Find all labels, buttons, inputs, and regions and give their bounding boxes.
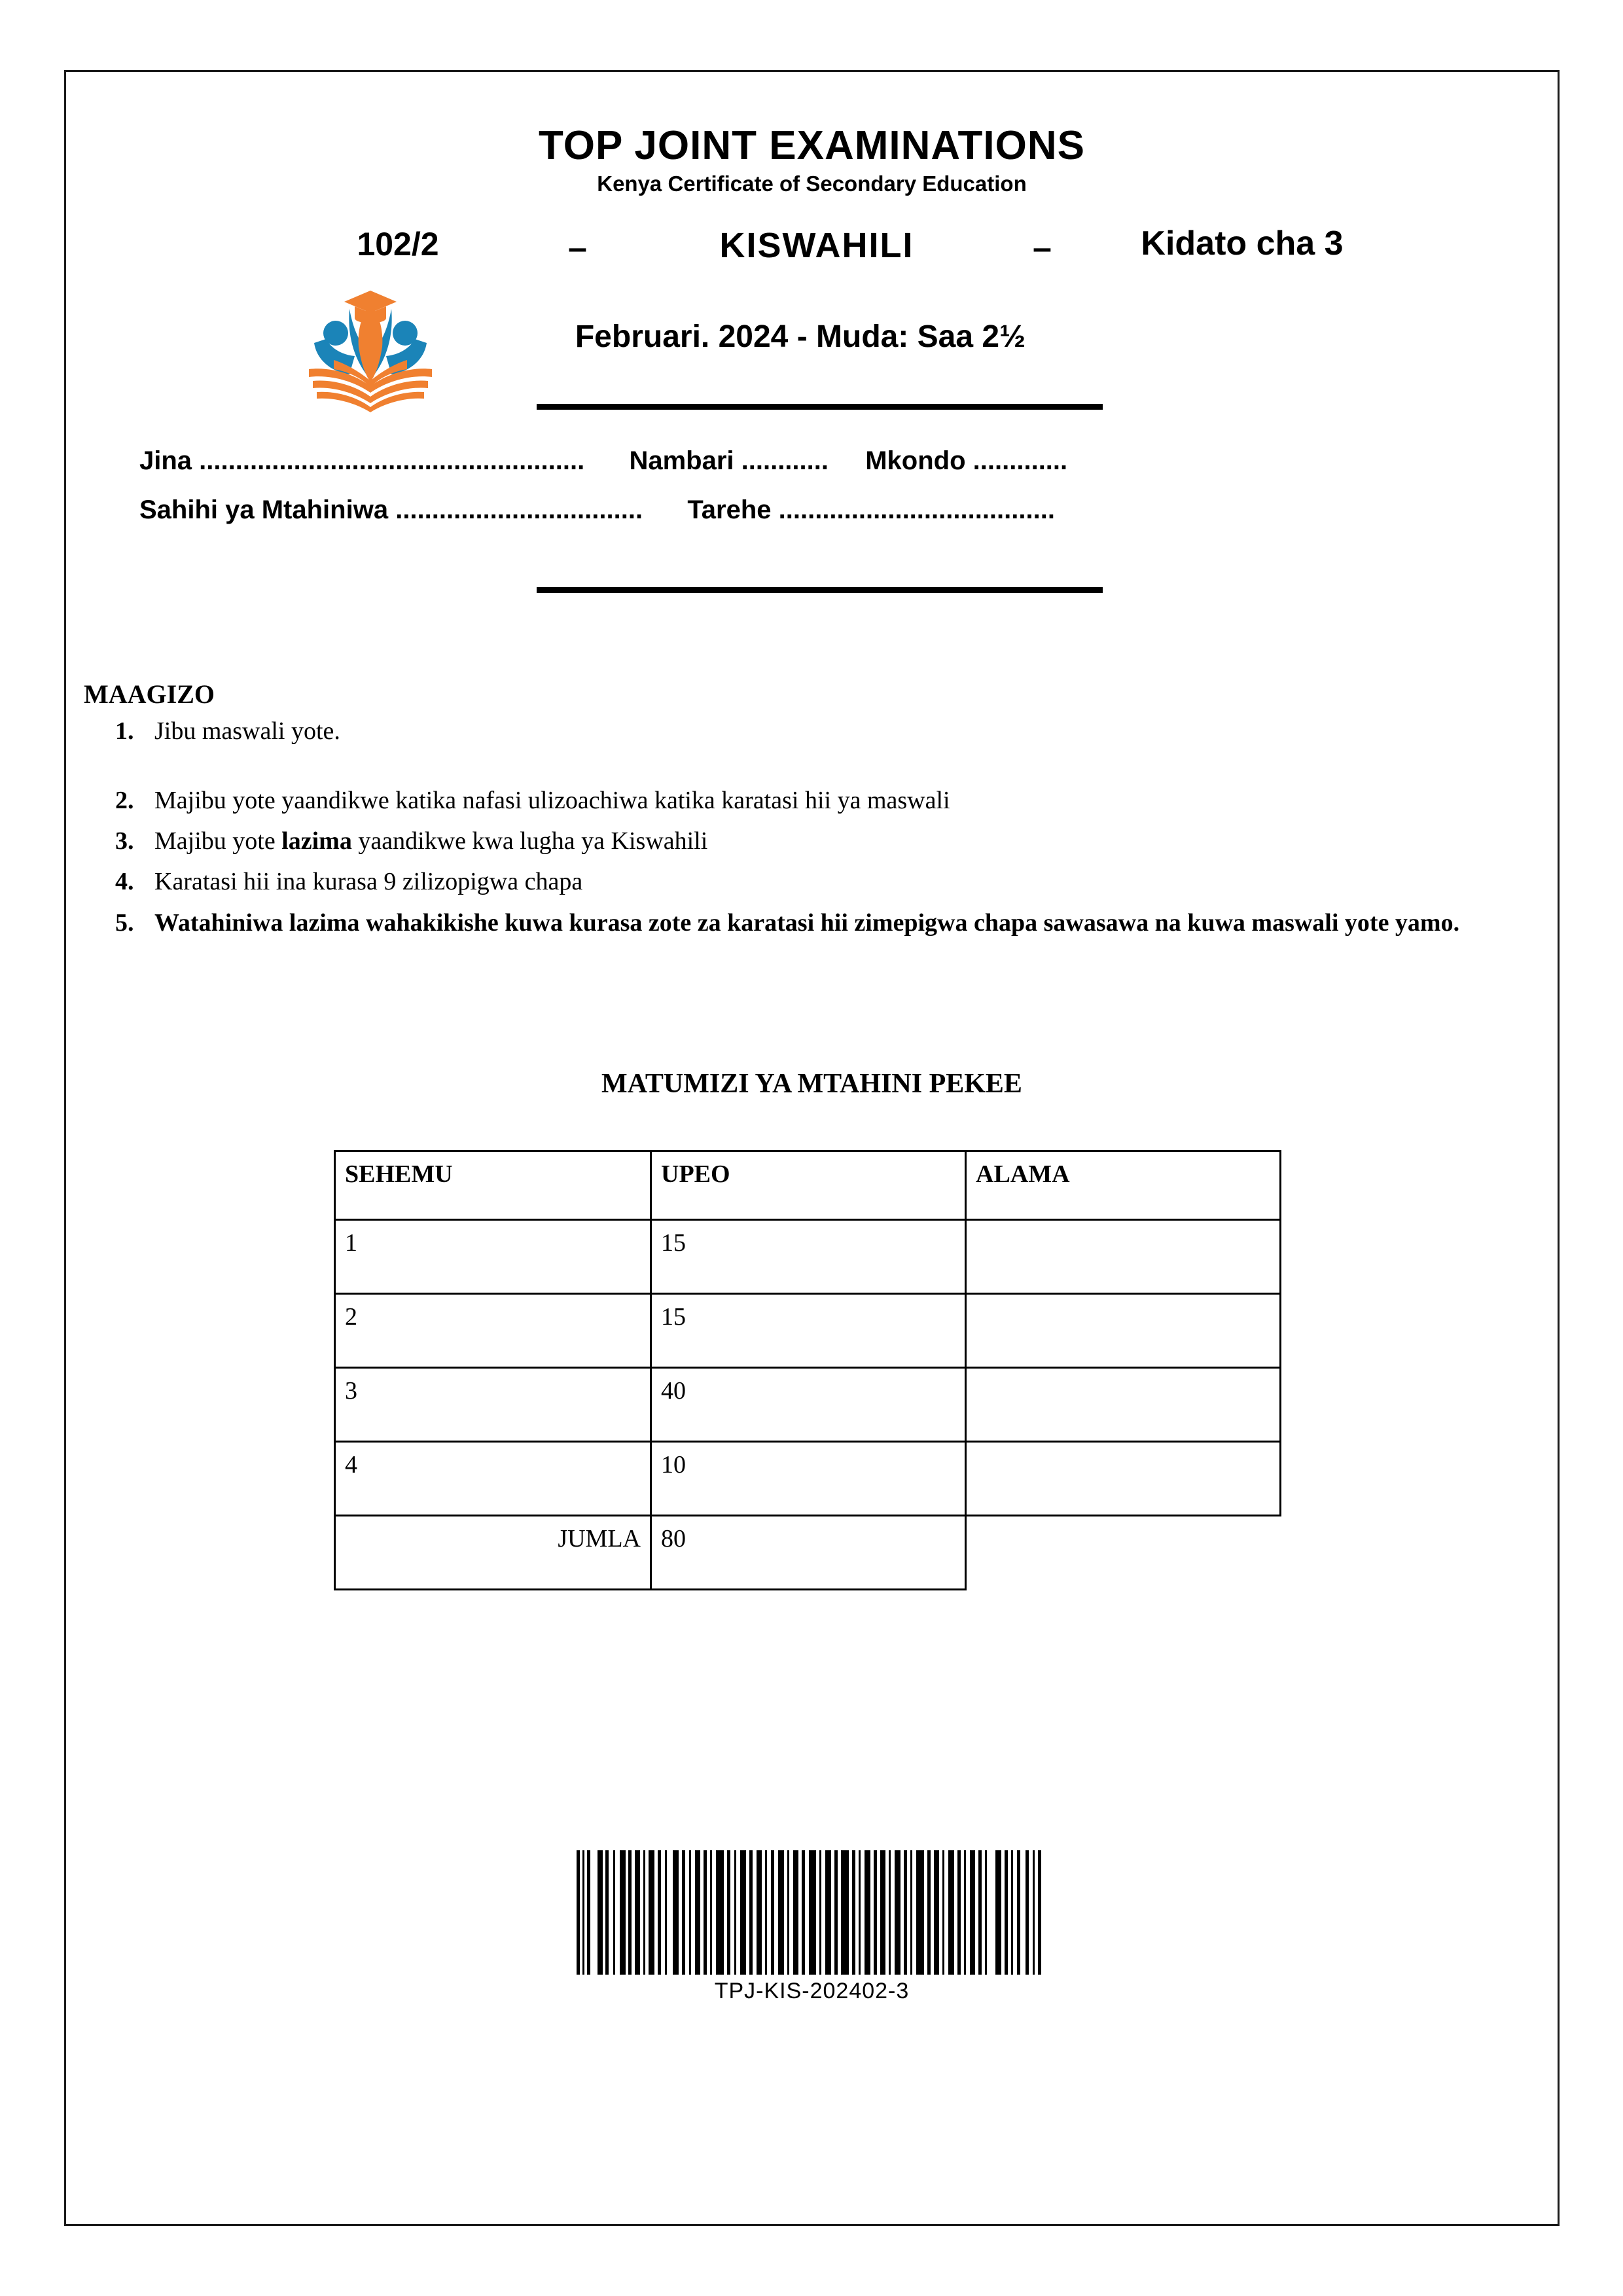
cell-alama-2[interactable]	[966, 1294, 1281, 1368]
stream-input[interactable]: .............	[972, 446, 1068, 475]
total-label: JUMLA	[335, 1516, 651, 1590]
candidate-fields-line-2	[139, 495, 1481, 525]
cell-upeo-1: 15	[651, 1220, 966, 1294]
exam-date-duration: Februari. 2024 - Muda: Saa 2½	[575, 319, 1026, 354]
table-total-row	[335, 1516, 1281, 1590]
marks-table-heading: MATUMIZI YA MTAHINI PEKEE	[601, 1069, 1022, 1099]
table-row	[335, 1220, 1281, 1294]
cell-upeo-3: 40	[651, 1368, 966, 1442]
cell-upeo-4: 10	[651, 1442, 966, 1516]
cell-alama-3[interactable]	[966, 1368, 1281, 1442]
cell-sehemu-2: 2	[335, 1294, 651, 1368]
instruction-number-4: 4.	[115, 868, 134, 896]
date-label: Tarehe	[687, 495, 772, 524]
name-input[interactable]: .....................................................	[199, 446, 585, 475]
marks-table	[334, 1150, 1281, 1590]
instruction-text-3-before: Majibu yote	[154, 827, 282, 855]
cell-sehemu-3: 3	[335, 1368, 651, 1442]
name-label: Jina	[139, 446, 192, 475]
school-logo	[305, 283, 436, 414]
instructions-heading: MAAGIZO	[84, 679, 215, 709]
instructions-list	[84, 715, 1510, 939]
column-header-alama: ALAMA	[966, 1151, 1281, 1220]
total-alama-empty	[966, 1516, 1281, 1590]
column-header-upeo: UPEO	[651, 1151, 966, 1220]
instruction-number-3: 3.	[115, 827, 134, 855]
instruction-item-2	[84, 784, 1510, 817]
barcode-label: TPJ-KIS-202402-3	[714, 1979, 910, 2003]
barcode-block	[64, 1850, 1560, 2004]
total-value: 80	[651, 1516, 966, 1590]
candidate-fields-line-1	[139, 446, 1481, 476]
cell-sehemu-1: 1	[335, 1220, 651, 1294]
instruction-item-5	[84, 906, 1510, 939]
instruction-text-5: Watahiniwa lazima wahakikishe kuwa kurasa zote za karatasi hii zimepigwa chapa sawasawa na kuwa maswali yote yamo.	[154, 908, 1460, 937]
exam-title: TOP JOINT EXAMINATIONS	[539, 123, 1085, 168]
subject-name: KISWAHILI	[719, 226, 914, 265]
dash-separator-right: –	[1033, 229, 1052, 267]
exam-subtitle: Kenya Certificate of Secondary Education	[597, 171, 1027, 196]
column-header-sehemu: SEHEMU	[335, 1151, 651, 1220]
table-row	[335, 1294, 1281, 1368]
stream-label: Mkondo	[865, 446, 966, 475]
table-header-row	[335, 1151, 1281, 1220]
cell-alama-4[interactable]	[966, 1442, 1281, 1516]
table-row	[335, 1368, 1281, 1442]
graduation-logo-icon	[305, 283, 436, 414]
instruction-text-3-after: yaandikwe kwa lugha ya Kiswahili	[351, 827, 708, 855]
form-level: Kidato cha 3	[1141, 224, 1344, 262]
instruction-text-1: Jibu maswali yote.	[154, 717, 340, 745]
date-input[interactable]: ......................................	[778, 495, 1055, 524]
instruction-item-1	[84, 715, 1510, 747]
paper-identification-row	[64, 209, 1560, 307]
instruction-number-2: 2.	[115, 787, 134, 815]
page-content	[64, 70, 1560, 2226]
signature-input[interactable]: ..................................	[395, 495, 643, 524]
signature-label: Sahihi ya Mtahiniwa	[139, 495, 389, 524]
table-row	[335, 1442, 1281, 1516]
instruction-number-5: 5.	[115, 908, 134, 937]
cell-upeo-2: 15	[651, 1294, 966, 1368]
instruction-number-1: 1.	[115, 717, 134, 745]
instruction-text-4: Karatasi hii ina kurasa 9 zilizopigwa chapa	[154, 868, 583, 896]
instruction-emphasis-lazima: lazima	[281, 827, 352, 855]
barcode-icon	[577, 1850, 1048, 1975]
dash-separator-left: –	[568, 229, 587, 267]
cell-alama-1[interactable]	[966, 1220, 1281, 1294]
paper-code: 102/2	[357, 226, 439, 262]
divider-rule-top	[537, 404, 1103, 410]
index-label: Nambari	[629, 446, 734, 475]
instruction-text-2: Majibu yote yaandikwe katika nafasi ulizoachiwa katika karatasi hii ya maswali	[154, 787, 950, 815]
cell-sehemu-4: 4	[335, 1442, 651, 1516]
instruction-item-3	[84, 825, 1510, 857]
instruction-item-4	[84, 865, 1510, 898]
index-input[interactable]: ............	[741, 446, 829, 475]
divider-rule-bottom	[537, 587, 1103, 593]
